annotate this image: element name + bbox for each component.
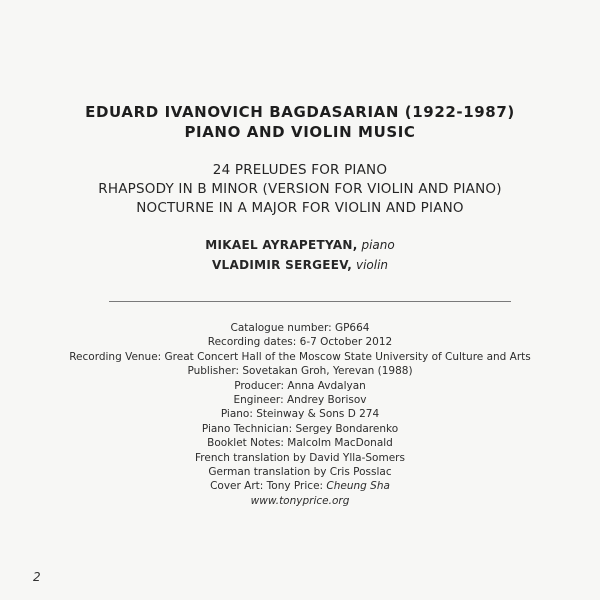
- album-title: PIANO AND VIOLIN MUSIC: [184, 123, 416, 141]
- performer-credit: [0, 258, 600, 272]
- producer: Producer: Anna Avdalyan: [234, 379, 366, 392]
- piano-model: Piano: Steinway & Sons D 274: [220, 408, 380, 421]
- work-title: NOCTURNE IN A MAJOR FOR VIOLIN AND PIANO: [136, 200, 464, 216]
- engineer: Engineer: Andrey Borisov: [233, 394, 367, 407]
- website-link: www.tonyprice.org: [250, 494, 350, 507]
- french-translation: French translation by David Ylla-Somers: [195, 451, 405, 464]
- performer-name: VLADIMIR SERGEEV,: [211, 258, 353, 272]
- catalogue-number: Catalogue number: GP664: [230, 322, 370, 334]
- work-title: 24 PRELUDES FOR PIANO: [212, 162, 388, 178]
- performer-name: MIKAEL AYRAPETYAN,: [205, 238, 358, 252]
- booklet-notes: Booklet Notes: Malcolm MacDonald: [207, 437, 393, 450]
- piano-technician: Piano Technician: Sergey Bondarenko: [201, 422, 399, 435]
- recording-dates: Recording dates: 6-7 October 2012: [207, 336, 393, 349]
- publisher: Publisher: Sovetakan Groh, Yerevan (1988): [187, 365, 413, 378]
- composer-title: EDUARD IVANOVICH BAGDASARIAN (1922-1987): [85, 103, 515, 121]
- page-number: 2: [33, 570, 41, 584]
- work-title: RHAPSODY IN B MINOR (VERSION FOR VIOLIN AND PIANO): [98, 181, 502, 197]
- german-translation: German translation by Cris Posslac: [208, 466, 392, 479]
- cover-art-label: Cover Art: Tony Price:: [210, 480, 327, 493]
- performer-role: piano: [361, 238, 395, 252]
- performer-role: violin: [355, 258, 389, 272]
- recording-venue: Recording Venue: Great Concert Hall of the Moscow State University of Culture and Arts: [69, 350, 531, 363]
- cover-art-title: Cheung Sha: [326, 480, 390, 493]
- performer-credit: [0, 238, 600, 252]
- divider-line: [109, 301, 511, 302]
- cover-art-credit: [0, 479, 600, 493]
- production-credits: [0, 321, 600, 508]
